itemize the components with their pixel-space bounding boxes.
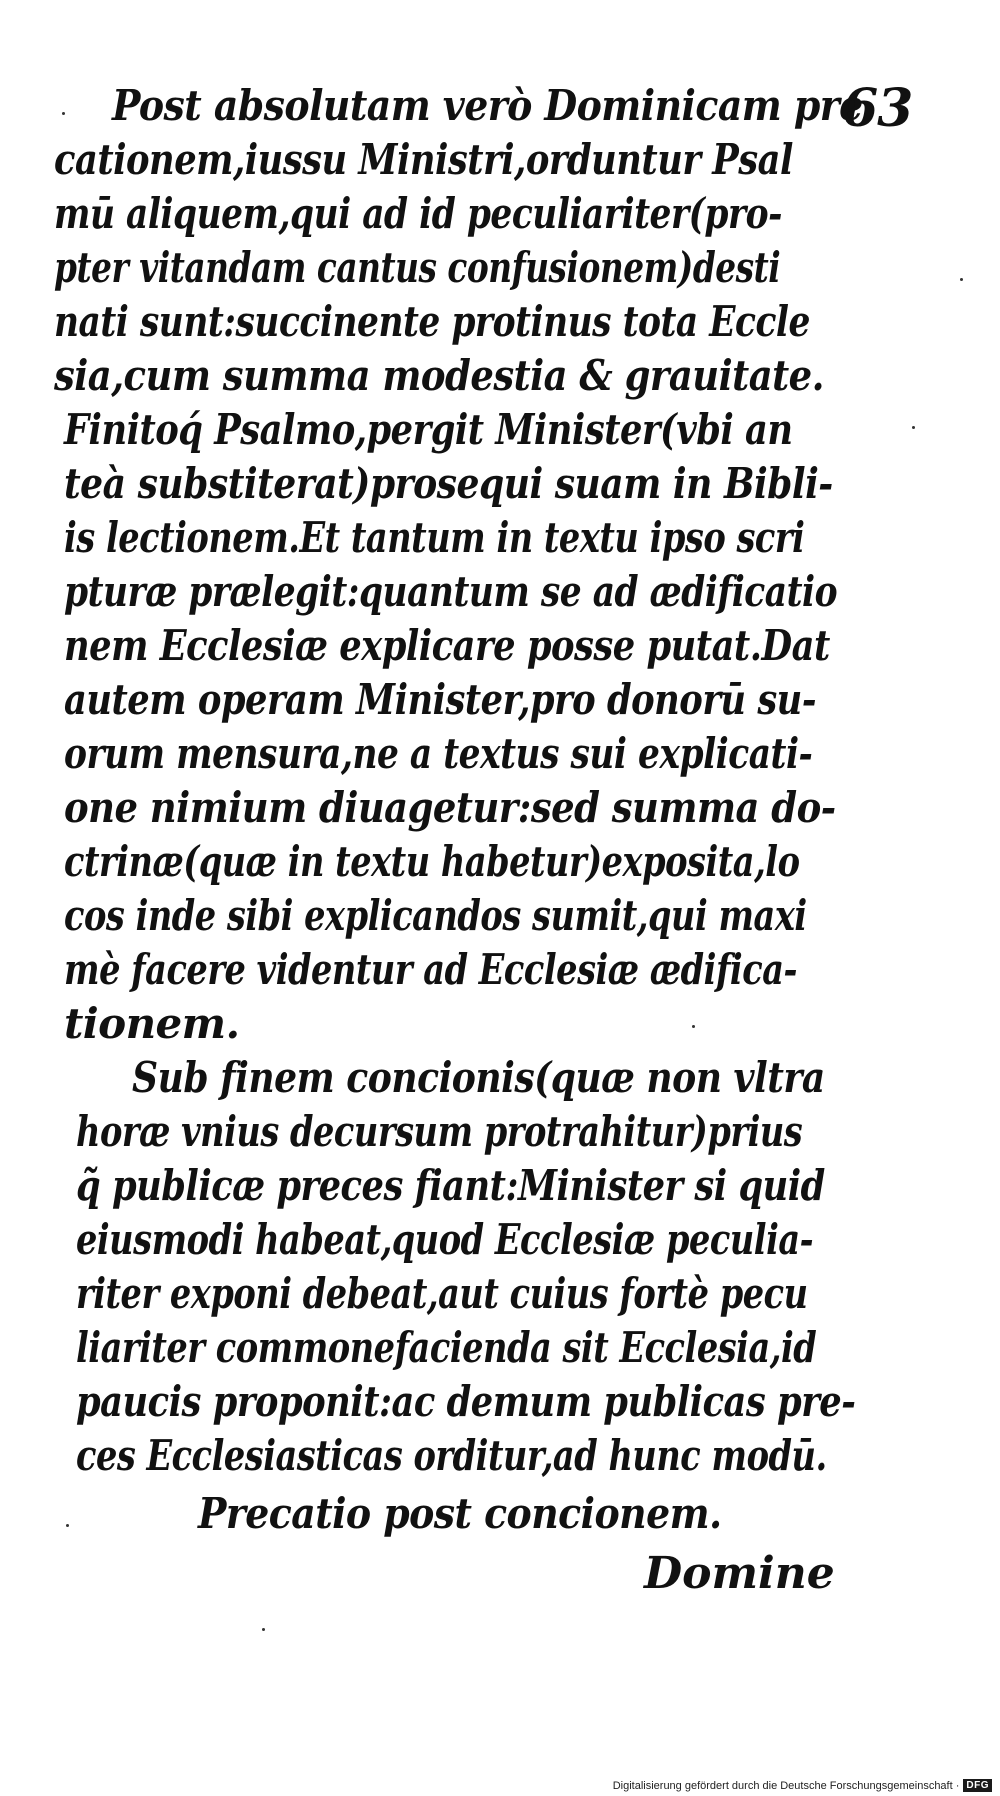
text-line: paucis proponit:ac demum publicas pre- [76,1377,856,1426]
digitization-footer [613,1779,992,1792]
text-line: autem operam Minister,pro donorū su- [64,675,816,724]
text-line: eiusmodi habeat,quod Ecclesiæ peculia- [76,1215,814,1264]
ink-speck [912,426,915,429]
text-line: mè facere videntur ad Ecclesiæ ædifica- [64,945,797,994]
text-line: orum mensura,ne a textus sui explicati- [64,729,813,778]
text-line: ctrinæ(quæ in textu habetur)exposita,lo [64,837,800,886]
text-line: pturæ prælegit:quantum se ad ædificatio [64,567,838,616]
text-line: ces Ecclesiasticas orditur,ad hunc modū. [76,1431,827,1480]
text-line: tionem. [64,999,240,1048]
text-line: sia,cum summa modestia & grauitate. [54,351,824,400]
text-line: nem Ecclesiæ explicare posse putat.Dat [64,621,830,670]
section-heading: Precatio post concionem. [198,1489,722,1538]
text-line: Finitoq́ Psalmo,pergit Minister(vbi an [64,405,793,454]
text-line: Post absolutam verò Dominicam pre [112,81,863,130]
dfg-logo: DFG [963,1779,992,1792]
text-line: cos inde sibi explicandos sumit,qui maxi [64,891,807,940]
text-line: teà substiterat)prosequi suam in Bibli- [64,459,833,508]
text-line: horæ vnius decursum protrahitur)prius [76,1107,803,1156]
text-line: nati sunt:succinente protinus tota Eccle [54,297,810,346]
ink-speck [62,112,65,115]
page-number: 63 [842,78,913,139]
text-line: liariter commonefacienda sit Ecclesia,id [76,1323,817,1372]
ink-speck [960,278,963,281]
text-line: is lectionem.Et tantum in textu ipso scri [64,513,805,562]
text-line: pter vitandam cantus confusionem)desti [54,243,781,292]
catchword: Domine [644,1548,835,1599]
ink-speck [66,1524,69,1527]
text-line: riter exponi debeat,aut cuius fortè pecu [76,1269,808,1318]
footer-credit: Digitalisierung gefördert durch die Deutsche Forschungsgemeinschaft · [612,1779,960,1792]
text-line: one nimium diuagetur:sed summa do- [64,783,836,832]
text-line: mū aliquem,qui ad id peculiariter(pro- [54,189,782,238]
text-line: cationem,iussu Ministri,orduntur Psal [54,135,793,184]
ink-speck [692,1025,695,1028]
text-line: q̃ publicæ preces fiant:Minister si quid [76,1161,825,1210]
text-line: Sub finem concionis(quæ non vltra [132,1053,825,1102]
ink-speck [262,1628,265,1631]
